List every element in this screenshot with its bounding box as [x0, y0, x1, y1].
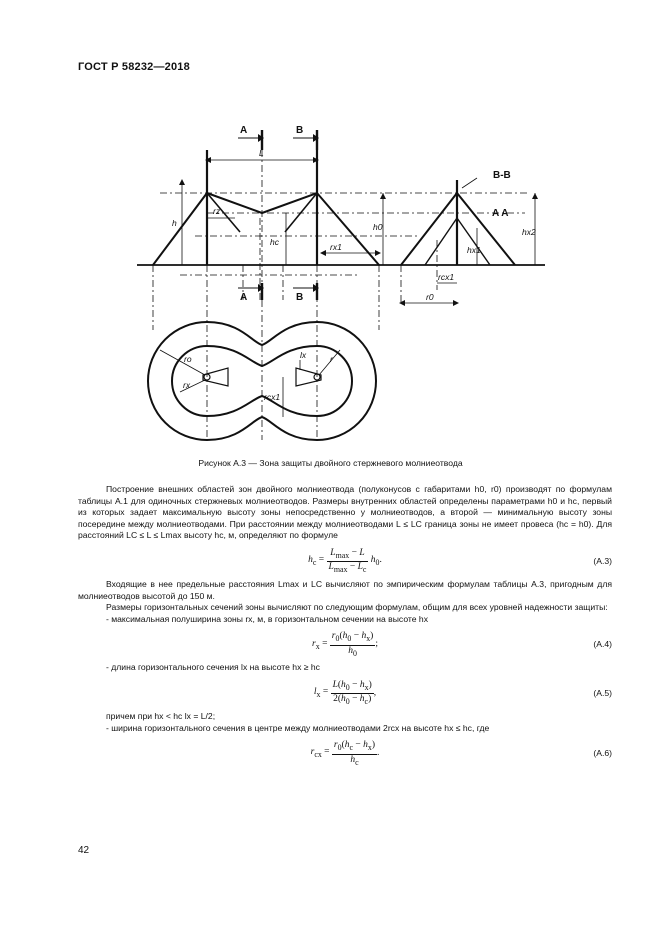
label-section-bb: B-B	[493, 170, 511, 181]
label-lx: lx	[300, 350, 307, 360]
equation-a3-number: (А.3)	[593, 555, 612, 566]
equation-a4-number: (А.4)	[593, 639, 612, 650]
equation-a3: $h_c$ = $\frac{L_{max} - L}{L_{max} - L_c}$ $h_0$. (А.3)	[308, 547, 612, 575]
paragraph-5: - длина горизонтального сечения lx на высоте hx ≥ hc	[106, 662, 320, 673]
label-section-a-top: A	[240, 125, 248, 136]
label-hx2: hx2	[522, 227, 536, 237]
label-rx: rx	[183, 380, 191, 390]
label-hc: hc	[270, 237, 279, 247]
paragraph-2: Входящие в нее предельные расстояния Lmax и LC вычисляют по эмпирическим формулам таблицы А.3, пригодным для молниеотводов высотой до 150 м.	[78, 578, 612, 601]
label-h0: h0	[373, 222, 383, 232]
paragraph-6: причем при hx < hc lx = L/2;	[106, 710, 216, 721]
label-rz: rz	[213, 206, 221, 216]
label-L: L	[259, 148, 264, 158]
paragraph-7: - ширина горизонтального сечения в центре между молниеотводами 2rcx на высоте hx ≤ hc, где	[106, 722, 490, 733]
paragraph-1: Построение внешних областей зон двойного молниеотвода (полуконусов с габаритами h0, r0) производят по формулам таблицы А.1 для одиночных стержневых молниеотводов. Размеры внутренних областей определены параметрами h0 и hc, первый из которых задает максимальную высоту зоны непосредственно у молниеотводов, а второй — минимальную высоту зоны посередине между молниеотводами. При расстоянии между молниеотводами L ≤ LC граница зоны не имеет провеса (hc = h0). Для расстояний LC ≤ L ≤ Lmax высоту hc, м, определяют по формуле	[78, 484, 612, 541]
label-ro: ro	[184, 354, 192, 364]
label-hx1: hx1	[467, 245, 481, 255]
paragraph-3: Размеры горизонтальных сечений зоны вычисляют по следующим формулам, общим для всех уровней надежности защиты:	[106, 602, 608, 613]
paragraph-4: - максимальная полуширина зоны rx, м, в горизонтальном сечении на высоте hx	[106, 613, 428, 624]
label-section-a-bottom: A	[240, 292, 248, 303]
zone-outline	[153, 193, 379, 265]
equation-a6-number: (А.6)	[593, 748, 612, 759]
label-rcx1-plan: rcx1	[264, 392, 281, 402]
figure-caption: Рисунок А.3 — Зона защиты двойного стержневого молниеотвода	[198, 458, 463, 468]
label-section-b-bottom: B	[296, 292, 304, 303]
label-section-b-top: B	[296, 125, 304, 136]
document-header: ГОСТ Р 58232—2018	[78, 61, 190, 73]
label-rcx1: rcx1	[438, 272, 455, 282]
equation-a5: $l_x$ = $\frac{L(h_0 - h_x)}{2(h_0 - h_c)}$ , (А.5)	[313, 679, 612, 707]
body-text	[78, 484, 612, 771]
label-r0: r0	[426, 292, 434, 302]
label-aa: A A	[492, 208, 509, 219]
equation-a5-number: (А.5)	[593, 687, 612, 698]
label-h: h	[172, 218, 177, 228]
label-r: r	[330, 354, 333, 364]
equation-a6: $r_{cx}$ = $\frac{r_0(h_c - h_x)}{h_c}$ . (А.6)	[310, 740, 612, 767]
equation-a4: $r_x$ = $\frac{r_0(h_0 - h_x)}{h_0}$ ; (А.4)	[312, 631, 612, 658]
page-number: 42	[78, 845, 90, 856]
figure-lightning-zone-diagram	[0, 0, 661, 450]
label-rx1: rx1	[330, 242, 342, 252]
